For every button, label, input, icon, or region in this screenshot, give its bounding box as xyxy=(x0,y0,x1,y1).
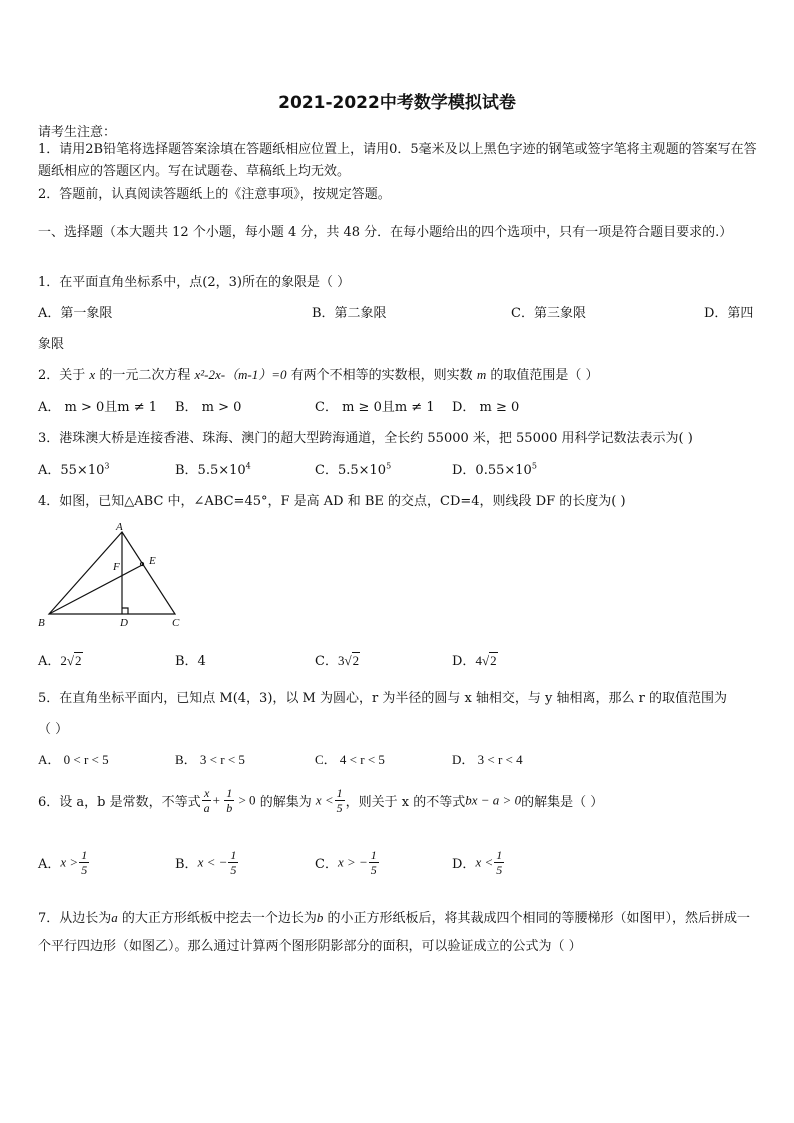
q2-option-a: A． m > 0且m ≠ 1 xyxy=(38,400,158,415)
fraction: $\frac{1}{5}$ xyxy=(230,848,237,877)
q4-option-a: A． 2 √ 2 xyxy=(38,653,82,669)
page-title: 2021-2022中考数学模拟试卷 xyxy=(278,93,516,113)
var-a: a xyxy=(111,910,118,925)
q1-option-a: A．第一象限 xyxy=(38,306,113,321)
triangle-abc xyxy=(49,532,175,614)
q1-stem: 1．在平面直角坐标系中，点(2，3)所在的象限是（ ） xyxy=(38,275,351,290)
q7-stem: 7．从边长为a 的大正方形纸板中挖去一个边长为b 的小正方形纸板后，将其裁成四个相同的等腰梯形（如图甲），然后拼成一个平行四边形（如图乙）。那么通过计算两个图形阴影部分的面积，可以验证成立的公式为（ ） xyxy=(38,910,751,954)
sqrt-expression: 4 √ 2 xyxy=(475,653,497,668)
q5-stem-continued: （ ） xyxy=(38,722,69,737)
q5-stem: 5．在直角坐标平面内，已知点 M(4，3)，以 M 为圆心，r 为半径的圆与 x 轴相交，与 y 轴相离，那么 r 的取值范围为 xyxy=(38,691,728,706)
q6-option-d: D．x < $\frac{1}{5}$ xyxy=(452,848,503,877)
fraction-1-over-b: $\frac{1}{b}$ xyxy=(226,786,233,815)
q2-option-d: D． m ≥ 0 xyxy=(452,400,520,415)
q3-option-c: C．$5.5\times 10^5$ xyxy=(315,461,392,478)
q4-option-d: D． 4 √ 2 xyxy=(452,653,497,669)
q5-option-c: C． 4 < r < 5 xyxy=(315,752,385,767)
fraction-x-over-a: $\frac{x}{a}$ xyxy=(203,786,210,815)
sqrt-expression: 2 √ 2 xyxy=(60,653,82,668)
right-angle-d xyxy=(122,608,128,614)
q5-option-b: B． 3 < r < 5 xyxy=(175,752,245,767)
fraction: $\frac{1}{5}$ xyxy=(370,848,377,877)
q5-option-a: A． 0 < r < 5 xyxy=(38,752,109,767)
notice-heading: 请考生注意： xyxy=(38,125,117,140)
q4-option-c: C． 3 √ 2 xyxy=(315,653,360,669)
q6-option-b: B．x < − $\frac{1}{5}$ xyxy=(175,848,237,877)
var-x: x xyxy=(89,367,96,382)
q6-option-a: A．x > $\frac{1}{5}$ xyxy=(38,848,88,877)
label-d: D xyxy=(120,617,128,629)
var-b: b xyxy=(316,910,324,925)
equation: x²-2x-（m-1）=0 xyxy=(194,367,287,382)
label-e: E xyxy=(149,555,156,567)
q2-option-c: C． m ≥ 0且m ≠ 1 xyxy=(315,400,435,415)
altitude-be xyxy=(49,564,144,614)
section-1-heading: 一、选择题（本大题共 12 个小题，每小题 4 分，共 48 分．在每小题给出的四个选项中，只有一项是符合题目要求的.） xyxy=(38,225,733,240)
label-b: B xyxy=(38,617,45,629)
fraction-solution: $\frac{1}{5}$ xyxy=(336,786,343,815)
q3-option-a: A．$55\times 10^3$ xyxy=(38,461,110,478)
var-m: m xyxy=(476,367,487,382)
q6-stem: 6．设 a，b 是常数，不等式 $\frac{x}{a}$ + $\frac{1}{b}$ > 0 的解集为 x < $\frac{1}{5}$ ，则关于 x 的不等式bx − a > 0的解集是（ ） xyxy=(38,786,604,815)
q1-option-c: C．第三象限 xyxy=(511,306,586,321)
q3-option-b: B．$5.5\times 10^4$ xyxy=(175,461,251,478)
label-f: F xyxy=(113,561,120,573)
fraction: $\frac{1}{5}$ xyxy=(81,848,88,877)
q5-option-d: D． 3 < r < 4 xyxy=(452,752,523,767)
label-a: A xyxy=(116,521,123,533)
q1-option-d: D．第四 xyxy=(704,306,754,321)
q3-option-d: D．$0.55\times 10^5$ xyxy=(452,461,537,478)
q3-stem: 3．港珠澳大桥是连接香港、珠海、澳门的超大型跨海通道，全长约 55000 米，把 55000 用科学记数法表示为( ) xyxy=(38,431,693,446)
q2-stem: 2．关于 x 的一元二次方程 x²-2x-（m-1）=0 有两个不相等的实数根，则实数 m 的取值范围是（ ） xyxy=(38,367,599,383)
sqrt-expression: 3 √ 2 xyxy=(337,653,360,668)
notice-item-1: 1．请用2B铅笔将选择题答案涂填在答题纸相应位置上，请用0．5毫米及以上黑色字迹的钢笔或签字笔将主观题的答案写在答题纸相应的答题区内。写在试题卷、草稿纸上均无效。 xyxy=(38,142,757,179)
q1-option-d-continued: 象限 xyxy=(38,337,65,352)
label-c: C xyxy=(172,617,180,629)
triangle-figure xyxy=(36,520,186,632)
q2-option-b: B． m > 0 xyxy=(175,400,242,415)
q4-stem: 4．如图，已知△ABC 中，∠ABC=45°，F 是高 AD 和 BE 的交点，CD=4，则线段 DF 的长度为( ) xyxy=(38,494,626,509)
q6-option-c: C．x > − $\frac{1}{5}$ xyxy=(315,848,377,877)
q4-option-b: B．4 xyxy=(175,654,206,669)
q1-option-b: B．第二象限 xyxy=(312,306,387,321)
fraction: $\frac{1}{5}$ xyxy=(496,848,503,877)
notice-item-2: 2．答题前，认真阅读答题纸上的《注意事项》，按规定答题。 xyxy=(38,187,391,202)
